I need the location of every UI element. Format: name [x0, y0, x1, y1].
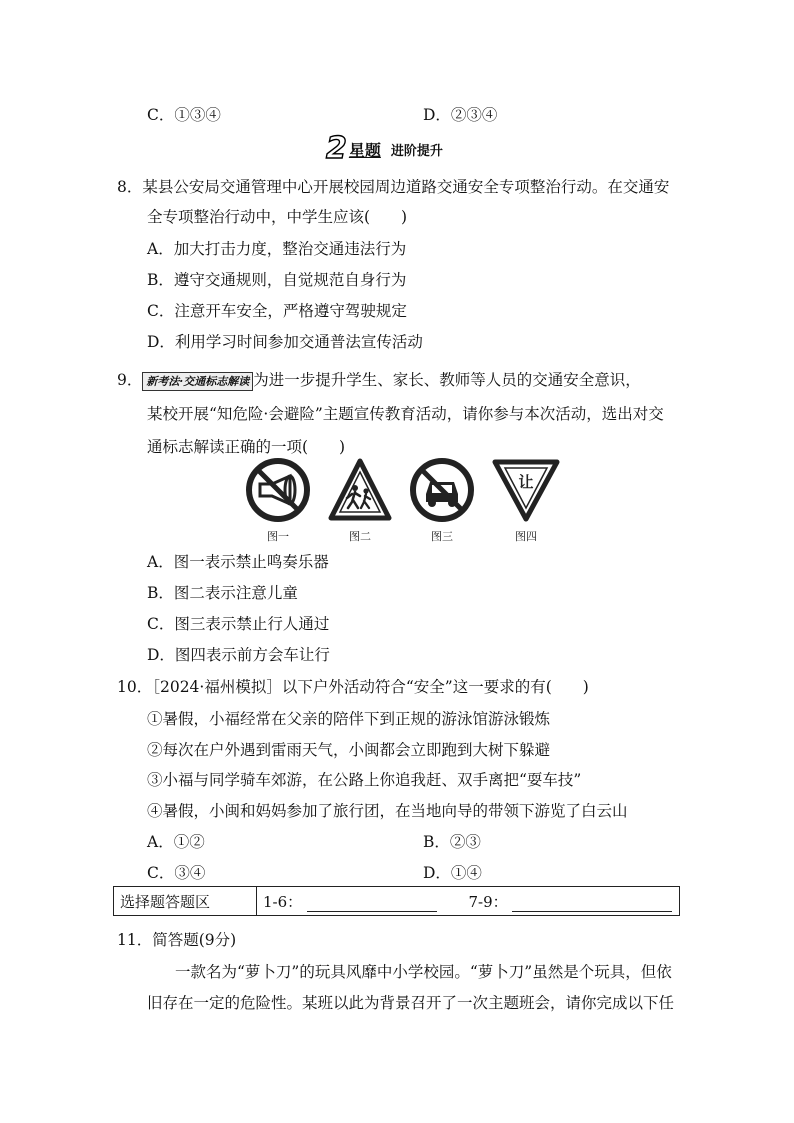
answer-line-1[interactable] [307, 895, 437, 912]
svg-text:让: 让 [518, 473, 534, 491]
question-11-title: 11．简答题(9分) [117, 931, 237, 949]
banner-label: 星题 [348, 140, 381, 160]
figure-caption-3: 图三 [431, 530, 453, 543]
section-banner [326, 131, 443, 166]
question-8-option-d: D．利用学习时间参加交通普法宣传活动 [147, 333, 423, 351]
question-9-option-b: B．图二表示注意儿童 [147, 584, 298, 602]
question-10-item-3: ③小福与同学骑车郊游，在公路上你追我赶、双手离把“耍车技” [147, 771, 582, 789]
banner-subtitle: 进阶提升 [390, 143, 443, 159]
children-warning-sign-icon [328, 458, 392, 522]
answer-range-1-label: 1-6： [263, 892, 303, 911]
figure-caption-1: 图一 [267, 530, 289, 543]
yield-sign-icon [492, 458, 560, 522]
question-9-line3: 通标志解读正确的一项( ) [147, 438, 346, 456]
figure-caption-2: 图二 [349, 530, 371, 543]
answer-box [113, 886, 680, 916]
question-10-stem: 10．［2024·福州模拟］以下户外活动符合“安全”这一要求的有( ) [117, 678, 589, 696]
option-d: D．②③④ [423, 106, 498, 124]
question-tag: 新考法·交通标志解读 [142, 372, 253, 391]
question-10-item-1: ①暑假，小福经常在父亲的陪伴下到正规的游泳馆游泳锻炼 [147, 710, 551, 728]
question-10-option-c: C．③④ [147, 864, 206, 882]
question-9-option-a: A．图一表示禁止鸣奏乐器 [147, 553, 329, 571]
question-10-option-d: D．①④ [423, 864, 482, 882]
answer-line-2[interactable] [512, 895, 672, 912]
no-motor-vehicle-sign-icon [410, 458, 474, 522]
banner-number: 2 [326, 131, 347, 166]
question-9-line1: 9． 新考法·交通标志解读 为进一步提升学生、家长、教师等人员的交通安全意识， [117, 371, 641, 389]
answer-range-2-label: 7-9： [468, 892, 508, 911]
question-8-option-b: B．遵守交通规则，自觉规范自身行为 [147, 271, 407, 289]
answer-box-label: 选择题答题区 [114, 887, 257, 916]
question-9-number: 9． [117, 371, 143, 389]
question-8-option-a: A．加大打击力度，整治交通违法行为 [147, 240, 407, 258]
question-9-option-d: D．图四表示前方会车让行 [147, 646, 330, 664]
question-10-option-a: A．①② [147, 833, 205, 851]
question-9-line2: 某校开展“知危险·会避险”主题宣传教育活动，请你参与本次活动，选出对交 [147, 405, 664, 423]
question-11-line1: 一款名为“萝卜刀”的玩具风靡中小学校园。“萝卜刀”虽然是个玩具，但依 [175, 963, 672, 981]
traffic-signs-figure [246, 458, 566, 544]
question-11-line2: 旧存在一定的危险性。某班以此为背景召开了一次主题班会，请你完成以下任 [147, 994, 675, 1012]
option-c: C．①③④ [147, 106, 221, 124]
question-8-line1: 8．某县公安局交通管理中心开展校园周边道路交通安全专项整治行动。在交通安 [117, 178, 670, 196]
question-10-item-4: ④暑假，小闽和妈妈参加了旅行团，在当地向导的带领下游览了白云山 [147, 802, 628, 820]
no-horn-sign-icon [246, 458, 310, 522]
question-10-item-2: ②每次在户外遇到雷雨天气，小闽都会立即跑到大树下躲避 [147, 741, 551, 759]
question-10-option-b: B．②③ [423, 833, 481, 851]
question-8-line2: 全专项整治行动中，中学生应该( ) [147, 208, 408, 226]
question-8-option-c: C．注意开车安全，严格遵守驾驶规定 [147, 302, 407, 320]
figure-caption-4: 图四 [515, 530, 537, 543]
question-9-option-c: C．图三表示禁止行人通过 [147, 615, 330, 633]
answer-box-fields [257, 887, 680, 916]
